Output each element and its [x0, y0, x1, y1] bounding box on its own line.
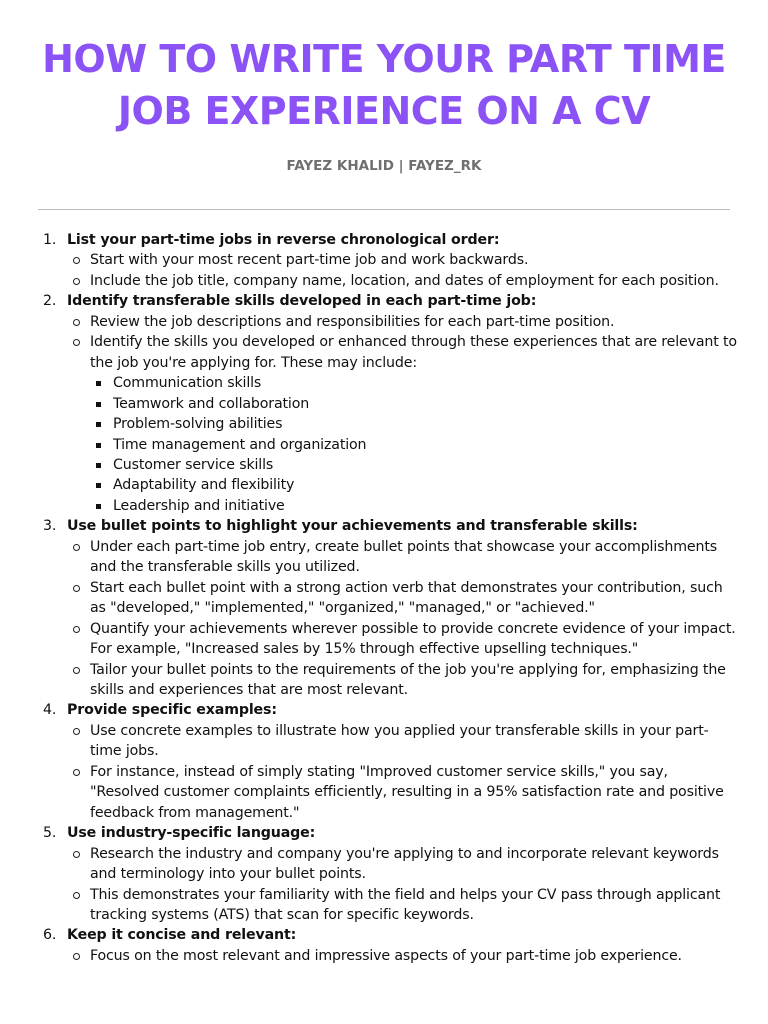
square-bullet-icon [96, 443, 101, 448]
step-point [67, 537, 738, 578]
step-points [67, 844, 738, 926]
skill-text: Communication skills [113, 375, 262, 392]
step-heading: Keep it concise and relevant: [67, 927, 297, 944]
square-bullet-icon [96, 483, 101, 488]
hollow-bullet-icon [73, 728, 80, 735]
step-point-text: Include the job title, company name, location, and dates of employment for each position. [90, 272, 719, 289]
skill-item [90, 414, 738, 434]
hollow-bullet-icon [73, 626, 80, 633]
document-title [20, 33, 748, 137]
step-point [67, 578, 738, 619]
step-point-text: Start each bullet point with a strong action verb that demonstrates your contribution, such as "developed," "implemented," "organized," "managed," or "achieved." [90, 579, 723, 617]
step-points [67, 721, 738, 823]
hollow-bullet-icon [73, 257, 80, 264]
step-heading: List your part-time jobs in reverse chronological order: [67, 232, 500, 248]
author-byline: FAYEZ KHALID | FAYEZ_RK [286, 158, 482, 174]
step-point [67, 660, 738, 701]
skill-text: Problem-solving abilities [113, 416, 283, 433]
step-5 [38, 823, 738, 925]
hollow-bullet-icon [73, 278, 80, 285]
step-number: 3. [43, 518, 57, 535]
step-heading: Use bullet points to highlight your achievements and transferable skills: [67, 518, 638, 535]
skill-item [90, 475, 738, 495]
step-point [67, 762, 738, 823]
hollow-bullet-icon [73, 892, 80, 899]
document-body [38, 230, 738, 966]
square-bullet-icon [96, 402, 101, 407]
hollow-bullet-icon [73, 851, 80, 858]
step-point-text: Research the industry and company you're applying to and incorporate relevant keywords and terminology into your bullet points. [90, 845, 719, 883]
step-point-text: Focus on the most relevant and impressive aspects of your part-time job experience. [90, 947, 682, 964]
step-point-text: Under each part-time job entry, create bullet points that showcase your accomplishments and the transferable skills you utilized. [90, 538, 717, 576]
skill-item [90, 394, 738, 414]
skill-item [90, 455, 738, 475]
skill-text: Leadership and initiative [113, 497, 285, 514]
square-bullet-icon [96, 504, 101, 509]
step-number: 4. [43, 702, 57, 719]
step-point [67, 332, 738, 516]
step-point-text: For instance, instead of simply stating "Improved customer service skills," you say, "Resolved customer complaints efficiently, resulting in a 95% satisfaction rate and positive feedback from management." [90, 763, 724, 821]
step-point [67, 250, 738, 270]
step-point-text: Use concrete examples to illustrate how you applied your transferable skills in your part-time jobs. [90, 722, 709, 760]
step-number: 2. [43, 293, 57, 310]
step-point-text: Quantify your achievements wherever possible to provide concrete evidence of your impact. For example, "Increased sales by 15% through effective upselling techniques." [90, 620, 736, 658]
step-2 [38, 291, 738, 516]
title-line-2: JOB EXPERIENCE ON A CV [117, 89, 651, 133]
hollow-bullet-icon [73, 585, 80, 592]
skill-text: Customer service skills [113, 456, 274, 473]
divider [38, 209, 730, 210]
step-point-text: Tailor your bullet points to the requirements of the job you're applying for, emphasizing the skills and experiences that are most relevant. [90, 661, 726, 698]
step-point [67, 885, 738, 926]
skill-item [90, 496, 738, 516]
step-1 [38, 230, 738, 291]
skill-text: Adaptability and flexibility [113, 477, 295, 494]
hollow-bullet-icon [73, 769, 80, 776]
step-point [67, 619, 738, 660]
skill-item [90, 373, 738, 393]
square-bullet-icon [96, 381, 101, 386]
step-point [67, 844, 738, 885]
step-points [67, 250, 738, 291]
step-3 [38, 516, 738, 700]
square-bullet-icon [96, 463, 101, 468]
step-point [67, 946, 738, 966]
step-point [67, 312, 738, 332]
step-number: 1. [43, 232, 57, 248]
hollow-bullet-icon [73, 319, 80, 326]
hollow-bullet-icon [73, 953, 80, 960]
skill-item [90, 435, 738, 455]
step-point [67, 271, 738, 291]
step-6 [38, 925, 738, 966]
step-number: 6. [43, 927, 57, 944]
step-4 [38, 700, 738, 823]
skill-text: Teamwork and collaboration [113, 395, 310, 412]
steps-list [38, 230, 738, 966]
step-point [67, 721, 738, 762]
step-heading: Provide specific examples: [67, 702, 277, 719]
step-heading: Use industry-specific language: [67, 825, 316, 842]
hollow-bullet-icon [73, 544, 80, 551]
skills-list [90, 373, 738, 516]
step-point-text: This demonstrates your familiarity with the field and helps your CV pass through applicant tracking systems (ATS) that scan for specific keywords. [90, 886, 721, 923]
hollow-bullet-icon [73, 667, 80, 674]
square-bullet-icon [96, 422, 101, 427]
step-heading: Identify transferable skills developed in each part-time job: [67, 293, 537, 310]
step-point-text: Review the job descriptions and responsibilities for each part-time position. [90, 313, 615, 330]
step-point-text: Identify the skills you developed or enhanced through these experiences that are relevant to the job you're applying for. These may include: [90, 334, 737, 371]
step-points [67, 312, 738, 517]
hollow-bullet-icon [73, 339, 80, 346]
skill-text: Time management and organization [113, 436, 367, 453]
step-points [67, 946, 738, 966]
step-points [67, 537, 738, 701]
step-number: 5. [43, 825, 57, 842]
title-line-1: HOW TO WRITE YOUR PART TIME [42, 37, 726, 81]
step-point-text: Start with your most recent part-time job and work backwards. [90, 252, 529, 269]
